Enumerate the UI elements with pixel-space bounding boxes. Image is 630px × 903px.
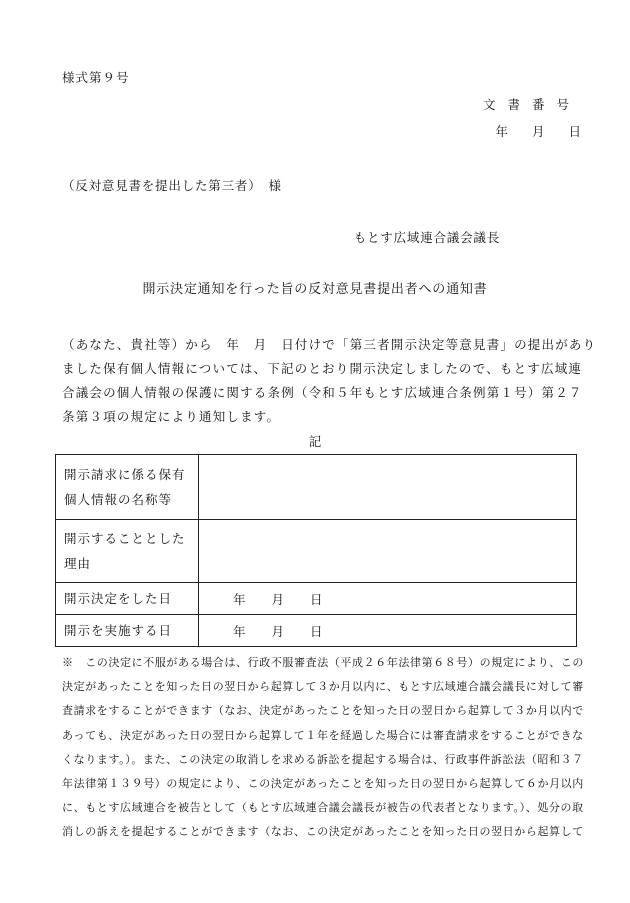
table-row — [56, 455, 577, 520]
note-line: 年法律第１３９号）の規定により、この決定があったことを知った日の翌日から起算して６か月以内 — [62, 777, 584, 791]
notes-paragraph — [62, 651, 582, 845]
note-line: あっても、決定があった日の翌日から起算して１年を経過した場合には審査請求をすることができな — [62, 728, 584, 742]
decision-date-year: 年 — [233, 591, 246, 607]
label-line: 理由 — [64, 556, 92, 571]
table-value-decision-date — [199, 583, 577, 615]
body-line: ました保有個人情報については、下記のとおり開示決定しましたので、もとす広域連 — [62, 361, 583, 376]
note-line: 消しの訴えを提起することができます（なお、この決定があったことを知った日の翌日から起算して — [62, 825, 584, 839]
issue-date-day: 日 — [568, 124, 581, 139]
info-table — [55, 454, 577, 647]
table-value-record-name — [199, 455, 577, 520]
table-label-decision-date: 開示決定をした日 — [56, 583, 199, 615]
table-row — [56, 615, 577, 647]
label-line: 個人情報の名称等 — [64, 492, 173, 507]
issue-date-year: 年 — [495, 124, 508, 139]
body-line: 合議会の個人情報の保護に関する条例（令和５年もとす広域連合条例第１号）第２７ — [62, 385, 583, 400]
addressee: （反対意見書を提出した第三者） 様 — [62, 178, 282, 193]
table-row — [56, 520, 577, 583]
body-line: （あなた、貴社等）から 年 月 日付けで「第三者開示決定等意見書」の提出があり — [62, 337, 597, 352]
note-line: くなります。）。また、この決定の取消しを求める訴訟を提起する場合は、行政事件訴訟法（昭和３７ — [62, 752, 584, 766]
label-line: 開示請求に係る保有 — [64, 467, 186, 482]
document-number: 文書番号 — [482, 97, 581, 112]
note-line: ※ この決定に不服がある場合は、行政不服審査法（平成２６年法律第６８号）の規定により、この — [62, 656, 584, 669]
note-line: 査請求をすることができます（なお、決定があったことを知った日の翌日から起算して３か月以内で — [62, 704, 584, 718]
table-row — [56, 583, 577, 615]
form-number: 様式第９号 — [62, 70, 130, 85]
implementation-date-day: 日 — [310, 623, 323, 639]
table-label-reason — [56, 520, 199, 583]
implementation-date-month: 月 — [271, 623, 285, 639]
table-value-implementation-date — [199, 615, 577, 647]
issue-date — [475, 122, 581, 140]
table-label-record-name — [56, 455, 199, 520]
body-line: 条第３項の規定により通知します。 — [62, 409, 281, 424]
note-line: 決定があったことを知った日の翌日から起算して３か月以内に、もとす広域連合議会議長に対して審 — [62, 680, 584, 694]
issue-date-month: 月 — [531, 124, 545, 139]
note-line: に、もとす広域連合を被告として（もとす広域連合議会議長が被告の代表者となります。）、処分の取 — [62, 801, 584, 815]
decision-date-day: 日 — [310, 591, 323, 607]
sender: もとす広域連合議会議長 — [353, 230, 500, 245]
table-label-implementation-date: 開示を実施する日 — [56, 615, 199, 647]
document-title: 開示決定通知を行った旨の反対意見書提出者への通知書 — [142, 282, 488, 297]
decision-date-month: 月 — [271, 591, 285, 607]
body-paragraph — [62, 333, 597, 429]
ki-heading: 記 — [308, 434, 322, 449]
table-value-reason — [199, 520, 577, 583]
label-line: 開示することとした — [64, 531, 186, 546]
implementation-date-year: 年 — [233, 623, 246, 639]
